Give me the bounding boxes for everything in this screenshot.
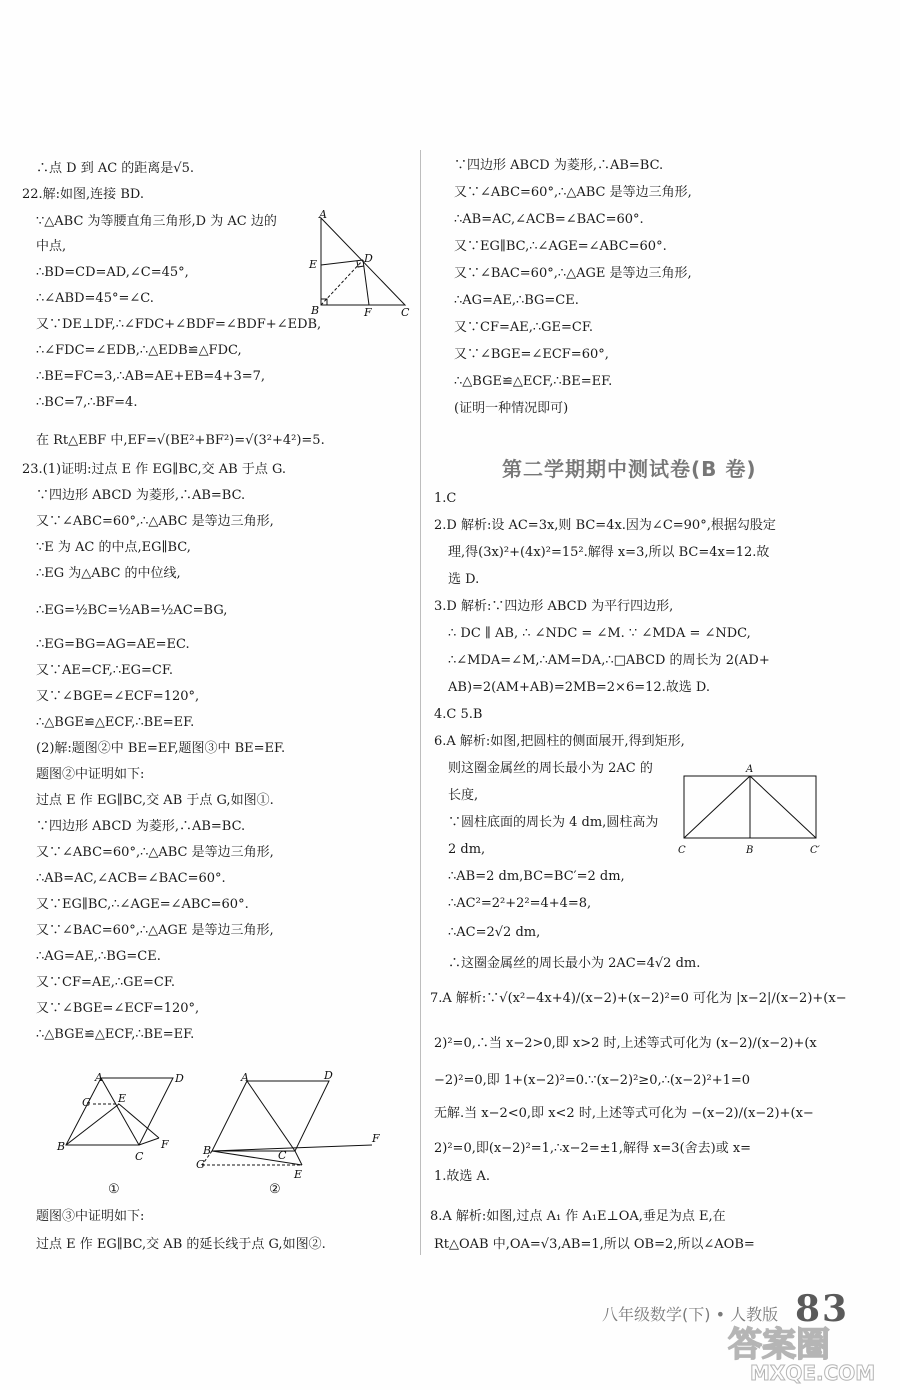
text-line: ∵E 为 AC 的中点,EG∥BC, <box>36 540 191 555</box>
fig-label: D <box>324 1069 333 1082</box>
page-number: 83 <box>795 1288 850 1330</box>
answer-line: 1.C <box>434 491 457 506</box>
text-line: ∵四边形 ABCD 为菱形,∴AB=BC. <box>36 488 246 503</box>
fig-label: C′ <box>810 845 820 856</box>
text-line: 又∵∠ABC=60°,∴△ABC 是等边三角形, <box>454 185 692 200</box>
answer-line: 无解.当 x−2<0,即 x<2 时,上述等式可化为 −(x−2)/(x−2)+(x− <box>434 1106 814 1121</box>
answer-line: 理,得(3x)²+(4x)²=15².解得 x=3,所以 BC=4x=12.故 <box>448 545 770 560</box>
text-line: 又∵∠BGE=∠ECF=120°, <box>36 689 200 704</box>
answer-line: 8.A 解析:如图,过点 A₁ 作 A₁E⊥OA,垂足为点 E,在 <box>430 1209 726 1224</box>
fig-label: A <box>95 1071 103 1084</box>
text-line: ∴BC=7,∴BF=4. <box>36 395 138 410</box>
answer-line: 则这圈金属丝的周长最小为 2AC 的 <box>448 761 653 776</box>
text-line: 又∵EG∥BC,∴∠AGE=∠ABC=60°. <box>454 239 667 254</box>
answer-line: 选 D. <box>448 572 480 587</box>
text-line: ∴EG=BG=AG=AE=EC. <box>36 637 190 652</box>
text-line: 又∵DE⊥DF,∴∠FDC+∠BDF=∠BDF+∠EDB, <box>36 317 322 332</box>
text-line: ∴BE=FC=3,∴AB=AE+EB=4+3=7, <box>36 369 266 384</box>
fig-label: D <box>175 1072 184 1085</box>
text-line: ∵四边形 ABCD 为菱形,∴AB=BC. <box>454 158 664 173</box>
text-line: ∵四边形 ABCD 为菱形,∴AB=BC. <box>36 819 246 834</box>
text-line: 又∵CF=AE,∴GE=CF. <box>36 975 175 990</box>
answer-line: ∵圆柱底面的周长为 4 dm,圆柱高为 <box>448 815 659 830</box>
figure-problem-22 <box>305 210 417 322</box>
answer-line: ∴这圈金属丝的周长最小为 2AC=4√2 dm. <box>448 956 701 971</box>
text-line: ∴AB=AC,∠ACB=∠BAC=60°. <box>36 871 226 886</box>
text-line: ∴点 D 到 AC 的距离是√5. <box>36 161 194 176</box>
answer-line: −2)²=0,即 1+(x−2)²=0.∵(x−2)²≥0,∴(x−2)²+1=0 <box>434 1073 751 1088</box>
fig-label: F <box>364 306 372 318</box>
column-divider <box>420 150 421 1255</box>
fig-label: A <box>319 210 327 221</box>
fig-label: F <box>372 1132 380 1145</box>
text-line: ∴△BGE≌△ECF,∴BE=EF. <box>36 715 195 730</box>
answer-line: 6.A 解析:如图,把圆柱的侧面展开,得到矩形, <box>434 734 685 749</box>
answer-line: Rt△OAB 中,OA=√3,AB=1,所以 OB=2,所以∠AOB= <box>434 1237 755 1252</box>
fig-label: E <box>118 1092 127 1105</box>
answer-line: 2)²=0,即(x−2)²=1,∴x−2=±1,解得 x=3(舍去)或 x= <box>434 1141 752 1156</box>
answer-line: ∴AC²=2²+2²=4+4=8, <box>448 896 592 911</box>
text-line: ∴EG=½BC=½AB=½AC=BG, <box>36 603 228 618</box>
text-line: 在 Rt△EBF 中,EF=√(BE²+BF²)=√(3²+4²)=5. <box>36 433 325 448</box>
text-line: 题图②中证明如下: <box>36 767 145 782</box>
answer-line: ∴ DC ∥ AB, ∴ ∠NDC = ∠M. ∵ ∠MDA = ∠NDC, <box>448 626 751 641</box>
text-line: 又∵∠BAC=60°,∴△AGE 是等边三角形, <box>36 923 274 938</box>
text-line: ∴∠FDC=∠EDB,∴△EDB≌△FDC, <box>36 343 242 358</box>
answer-line: 7.A 解析:∵√(x²−4x+4)/(x−2)+(x−2)²=0 可化为 |x−2|/(x−2)+(x− <box>430 991 847 1006</box>
answer-line: AB)=2(AM+AB)=2MB=2×6=12.故选 D. <box>448 680 710 695</box>
fig-label: B <box>203 1144 212 1157</box>
answer-line: 2 dm, <box>448 842 486 857</box>
fig-label: D <box>364 252 373 265</box>
answer-line: 1.故选 A. <box>434 1169 491 1184</box>
fig-label: B <box>311 304 320 317</box>
text-line: ∴∠ABD=45°=∠C. <box>36 291 154 306</box>
text-line: 22.解:如图,连接 BD. <box>22 187 144 202</box>
fig-label: B <box>57 1140 66 1153</box>
figure-2 <box>192 1068 392 1204</box>
answer-line: 3.D 解析:∵四边形 ABCD 为平行四边形, <box>434 599 674 614</box>
watermark-text-bottom: MXQE.COM <box>750 1361 876 1384</box>
answer-line: 2)²=0,∴当 x−2>0,即 x>2 时,上述等式可化为 (x−2)/(x−2)+(x <box>434 1036 817 1051</box>
text-line: ∴△BGE≌△ECF,∴BE=EF. <box>454 374 613 389</box>
answer-line: ∴∠MDA=∠M,∴AM=DA,∴□ABCD 的周长为 2(AD+ <box>448 653 770 668</box>
fig-label: ② <box>269 1182 281 1197</box>
text-line: ∴△BGE≌△ECF,∴BE=EF. <box>36 1027 195 1042</box>
figure-problem-6 <box>672 760 832 864</box>
text-line: 又∵∠ABC=60°,∴△ABC 是等边三角形, <box>36 845 274 860</box>
fig-label: F <box>161 1138 169 1151</box>
text-line: (2)解:题图②中 BE=EF,题图③中 BE=EF. <box>36 741 286 756</box>
text-line: 过点 E 作 EG∥BC,交 AB 于点 G,如图①. <box>36 793 274 808</box>
answer-line: 长度, <box>448 788 479 803</box>
fig-label: ① <box>108 1182 120 1197</box>
text-line: ∴BD=CD=AD,∠C=45°, <box>36 265 189 280</box>
answer-line: 2.D 解析:设 AC=3x,则 BC=4x.因为∠C=90°,根据勾股定 <box>434 518 776 533</box>
text-line: ∴AG=AE,∴BG=CE. <box>454 293 579 308</box>
fig-label: G <box>82 1096 91 1109</box>
fig-label: C <box>278 1149 287 1162</box>
text-line: 过点 E 作 EG∥BC,交 AB 的延长线于点 G,如图②. <box>36 1237 326 1252</box>
fig-label: A <box>241 1071 249 1084</box>
text-line: 又∵∠ABC=60°,∴△ABC 是等边三角形, <box>36 514 274 529</box>
answer-line: ∴AB=2 dm,BC=BC′=2 dm, <box>448 869 625 884</box>
book-title: 八年级数学(下) • 人教版 <box>602 1305 779 1324</box>
text-line: 又∵AE=CF,∴EG=CF. <box>36 663 173 678</box>
fig-label: E <box>294 1168 303 1181</box>
text-line: 中点, <box>36 239 67 254</box>
fig-label: C <box>678 845 686 856</box>
answer-line: ∴AC=2√2 dm, <box>448 925 541 940</box>
text-line: (证明一种情况即可) <box>454 401 569 416</box>
answer-line: 4.C 5.B <box>434 707 483 722</box>
text-line: 又∵∠BAC=60°,∴△AGE 是等边三角形, <box>454 266 692 281</box>
text-line: 又∵∠BGE=∠ECF=120°, <box>36 1001 200 1016</box>
fig-label: B <box>746 845 754 856</box>
figure-1 <box>55 1068 195 1204</box>
fig-label: A <box>746 764 754 775</box>
text-line: ∵△ABC 为等腰直角三角形,D 为 AC 边的 <box>36 214 277 229</box>
text-line: ∴AB=AC,∠ACB=∠BAC=60°. <box>454 212 644 227</box>
text-line: ∴AG=AE,∴BG=CE. <box>36 949 161 964</box>
text-line: 又∵CF=AE,∴GE=CF. <box>454 320 593 335</box>
fig-label: G <box>196 1158 205 1171</box>
fig-label: C <box>401 306 410 318</box>
fig-label: E <box>309 258 318 271</box>
watermark-logo <box>720 1320 890 1384</box>
fig-label: C <box>135 1150 144 1163</box>
text-line: 又∵EG∥BC,∴∠AGE=∠ABC=60°. <box>36 897 249 912</box>
text-line: 23.(1)证明:过点 E 作 EG∥BC,交 AB 于点 G. <box>22 462 287 477</box>
watermark-text-top: 答案圈 <box>728 1325 830 1365</box>
section-title: 第二学期期中测试卷(B 卷) <box>502 457 757 481</box>
text-line: 题图③中证明如下: <box>36 1209 145 1224</box>
text-line: 又∵∠BGE=∠ECF=60°, <box>454 347 609 362</box>
text-line: ∴EG 为△ABC 的中位线, <box>36 566 181 581</box>
